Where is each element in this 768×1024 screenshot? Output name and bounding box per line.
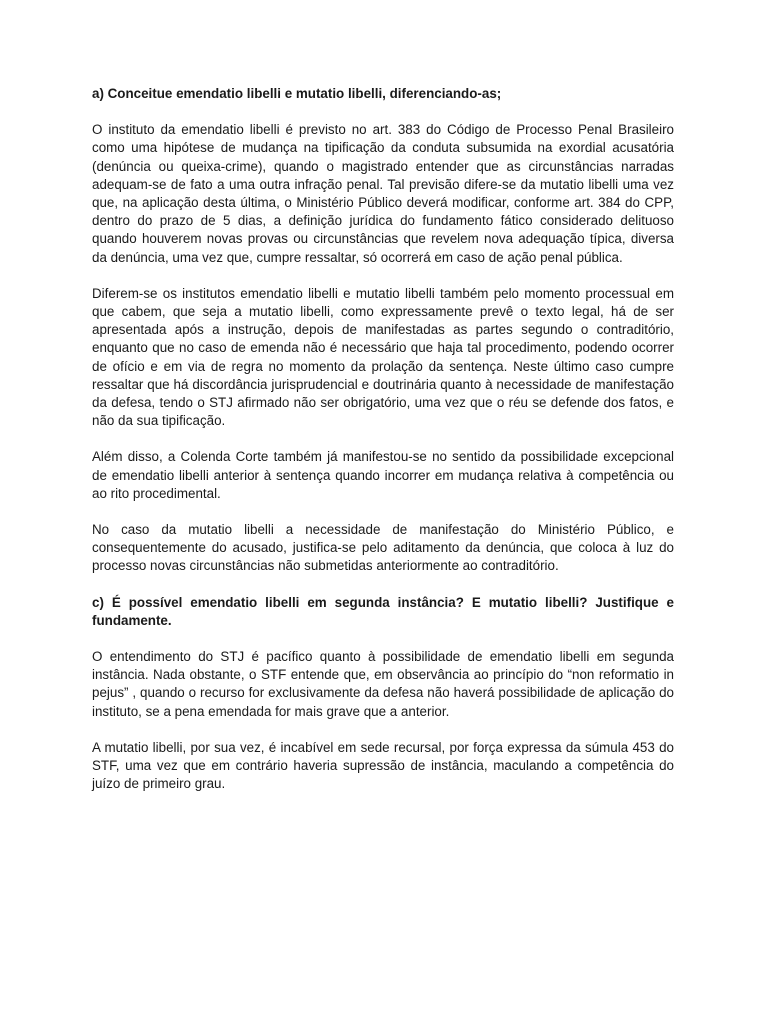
section-a-paragraph-3: Além disso, a Colenda Corte também já manifestou-se no sentido da possibilidade excepcional de emendatio libelli anterior à sentença quando incorrer em mudança relativa à competência ou ao rito procedimental. [92, 449, 674, 501]
section-c-heading: c) É possível emendatio libelli em segunda instância? E mutatio libelli? Justifique e fundamente. [92, 594, 674, 628]
section-a-paragraph-1: O instituto da emendatio libelli é previsto no art. 383 do Código de Processo Penal Brasileiro como uma hipótese de mudança na tipificação da conduta subsumida na exordial acusatória (denúncia ou queixa-crime), quando o magistrado entender que as circunstâncias narradas adequam-se de fato a uma outra infração penal. Tal previsão difere-se da mutatio libelli uma vez que, na aplicação desta última, o Ministério Público deverá modificar, conforme art. 384 do CPP, dentro do prazo de 5 dias, a definição jurídica do fundamento fático considerado delituoso quando houverem novas provas ou circunstâncias que revelem nova adequação típica, diversa da denúncia, uma vez que, cumpre ressaltar, só ocorrerá em caso de ação penal pública. [92, 122, 674, 265]
section-a-paragraph-2: Diferem-se os institutos emendatio libelli e mutatio libelli também pelo momento processual em que cabem, que seja a mutatio libelli, como expressamente prevê o texto legal, há de ser apresentada após a instrução, depois de manifestadas as partes segundo o contraditório, enquanto que no caso de emenda não é necessário que haja tal procedimento, podendo ocorrer de ofício e em via de regra no momento da prolação da sentença. Neste último caso cumpre ressaltar que há discordância jurisprudencial e doutrinária quanto à necessidade de manifestação da defesa, tendo o STJ afirmado não ser obrigatório, uma vez que o réu se defende dos fatos, e não da sua tipificação. [92, 285, 674, 429]
section-c-paragraph-2: A mutatio libelli, por sua vez, é incabível em sede recursal, por força expressa da súmula 453 do STF, uma vez que em contrário haveria supressão de instância, maculando a competência do juízo de primeiro grau. [92, 739, 674, 792]
document-page [92, 85, 674, 812]
section-c-paragraph-1: O entendimento do STJ é pacífico quanto à possibilidade de emendatio libelli em segunda instância. Nada obstante, o STF entende que, em observância ao princípio do “non reformatio in pejus” , quando o recurso for exclusivamente da defesa não haverá possibilidade de aplicação do instituto, se a pena emendada for mais grave que a anterior. [92, 649, 674, 719]
section-a-paragraph-4: No caso da mutatio libelli a necessidade de manifestação do Ministério Público, e consequentemente do acusado, justifica-se pelo aditamento da denúncia, que coloca à luz do processo novas circunstâncias não submetidas anteriormente ao contraditório. [92, 522, 674, 574]
section-a-heading: a) Conceitue emendatio libelli e mutatio libelli, diferenciando-as; [92, 86, 502, 101]
